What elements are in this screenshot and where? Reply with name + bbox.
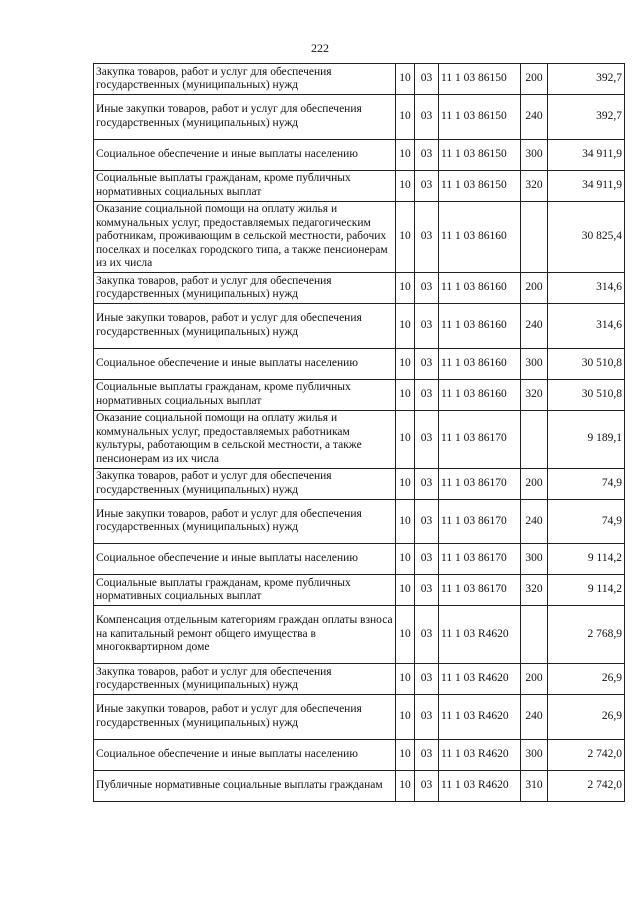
row-section-cell: 10	[396, 304, 415, 349]
row-target-article-cell: 11 1 03 86160	[439, 201, 521, 273]
row-amount-cell: 392,7	[548, 64, 625, 95]
row-expense-type-cell: 240	[521, 304, 548, 349]
row-expense-type-cell: 240	[521, 499, 548, 544]
row-subsection-cell: 03	[415, 544, 439, 575]
row-subsection-cell: 03	[415, 606, 439, 664]
row-expense-type-cell: 300	[521, 739, 548, 770]
row-subsection-cell: 03	[415, 575, 439, 606]
row-section-cell: 10	[396, 770, 415, 801]
row-expense-type-cell: 240	[521, 695, 548, 740]
row-subsection-cell: 03	[415, 170, 439, 201]
table-row	[94, 499, 625, 544]
table-row	[94, 170, 625, 201]
row-expense-type-cell: 320	[521, 170, 548, 201]
row-target-article-cell: 11 1 03 86150	[439, 139, 521, 170]
table-row	[94, 201, 625, 273]
row-name-cell: Иные закупки товаров, работ и услуг для обеспечения государственных (муниципальных) нужд	[94, 695, 396, 740]
table-row	[94, 379, 625, 410]
row-section-cell: 10	[396, 499, 415, 544]
row-expense-type-cell: 200	[521, 664, 548, 695]
row-target-article-cell: 11 1 03 86170	[439, 468, 521, 499]
row-expense-type-cell: 200	[521, 273, 548, 304]
row-name-cell: Иные закупки товаров, работ и услуг для обеспечения государственных (муниципальных) нужд	[94, 95, 396, 140]
table-row	[94, 64, 625, 95]
row-subsection-cell: 03	[415, 468, 439, 499]
row-subsection-cell: 03	[415, 348, 439, 379]
row-subsection-cell: 03	[415, 273, 439, 304]
row-name-cell: Социальное обеспечение и иные выплаты населению	[94, 139, 396, 170]
row-amount-cell: 74,9	[548, 468, 625, 499]
table-row	[94, 95, 625, 140]
table-row	[94, 304, 625, 349]
table-row	[94, 770, 625, 801]
row-section-cell: 10	[396, 739, 415, 770]
row-expense-type-cell: 200	[521, 64, 548, 95]
row-amount-cell: 34 911,9	[548, 170, 625, 201]
row-section-cell: 10	[396, 201, 415, 273]
table-row	[94, 695, 625, 740]
row-name-cell: Закупка товаров, работ и услуг для обеспечения государственных (муниципальных) нужд	[94, 664, 396, 695]
row-expense-type-cell	[521, 410, 548, 468]
row-target-article-cell: 11 1 03 86170	[439, 410, 521, 468]
row-expense-type-cell: 310	[521, 770, 548, 801]
table-row	[94, 664, 625, 695]
row-subsection-cell: 03	[415, 201, 439, 273]
row-amount-cell: 30 510,8	[548, 379, 625, 410]
row-amount-cell: 9 114,2	[548, 544, 625, 575]
row-target-article-cell: 11 1 03 86170	[439, 499, 521, 544]
table-row	[94, 273, 625, 304]
row-section-cell: 10	[396, 348, 415, 379]
row-name-cell: Компенсация отдельным категориям граждан оплаты взноса на капитальный ремонт общего имущества в многоквартирном доме	[94, 606, 396, 664]
row-subsection-cell: 03	[415, 770, 439, 801]
row-target-article-cell: 11 1 03 86160	[439, 348, 521, 379]
row-name-cell: Социальное обеспечение и иные выплаты населению	[94, 348, 396, 379]
row-name-cell: Оказание социальной помощи на оплату жилья и коммунальных услуг, предоставляемых работникам культуры, работающим в сельской местности, а также пенсионерам из их числа	[94, 410, 396, 468]
table-row	[94, 410, 625, 468]
row-amount-cell: 2 768,9	[548, 606, 625, 664]
row-amount-cell: 2 742,0	[548, 739, 625, 770]
row-expense-type-cell: 300	[521, 139, 548, 170]
row-name-cell: Иные закупки товаров, работ и услуг для обеспечения государственных (муниципальных) нужд	[94, 304, 396, 349]
row-expense-type-cell: 320	[521, 575, 548, 606]
row-expense-type-cell	[521, 606, 548, 664]
row-name-cell: Оказание социальной помощи на оплату жилья и коммунальных услуг, предоставляемых педагогическим работникам, проживающим в сельской местности, рабочих поселках и поселках городского типа, а также пенсионерам из их числа	[94, 201, 396, 273]
row-subsection-cell: 03	[415, 499, 439, 544]
row-section-cell: 10	[396, 379, 415, 410]
row-target-article-cell: 11 1 03 86150	[439, 64, 521, 95]
row-expense-type-cell: 320	[521, 379, 548, 410]
row-expense-type-cell	[521, 201, 548, 273]
page-number: 222	[311, 41, 329, 55]
row-amount-cell: 34 911,9	[548, 139, 625, 170]
row-subsection-cell: 03	[415, 64, 439, 95]
row-subsection-cell: 03	[415, 739, 439, 770]
row-name-cell: Социальное обеспечение и иные выплаты населению	[94, 739, 396, 770]
row-subsection-cell: 03	[415, 304, 439, 349]
row-target-article-cell: 11 1 03 R4620	[439, 695, 521, 740]
budget-table	[93, 63, 625, 802]
table-row	[94, 575, 625, 606]
row-section-cell: 10	[396, 575, 415, 606]
row-name-cell: Социальное обеспечение и иные выплаты населению	[94, 544, 396, 575]
row-target-article-cell: 11 1 03 86170	[439, 544, 521, 575]
row-amount-cell: 30 510,8	[548, 348, 625, 379]
row-expense-type-cell: 200	[521, 468, 548, 499]
row-subsection-cell: 03	[415, 664, 439, 695]
row-amount-cell: 26,9	[548, 695, 625, 740]
table-row	[94, 544, 625, 575]
row-amount-cell: 26,9	[548, 664, 625, 695]
row-section-cell: 10	[396, 64, 415, 95]
row-target-article-cell: 11 1 03 R4620	[439, 739, 521, 770]
row-subsection-cell: 03	[415, 139, 439, 170]
row-expense-type-cell: 300	[521, 348, 548, 379]
row-target-article-cell: 11 1 03 86150	[439, 170, 521, 201]
row-amount-cell: 9 189,1	[548, 410, 625, 468]
row-subsection-cell: 03	[415, 410, 439, 468]
row-section-cell: 10	[396, 606, 415, 664]
row-name-cell: Закупка товаров, работ и услуг для обеспечения государственных (муниципальных) нужд	[94, 468, 396, 499]
row-name-cell: Публичные нормативные социальные выплаты гражданам	[94, 770, 396, 801]
row-section-cell: 10	[396, 410, 415, 468]
row-section-cell: 10	[396, 544, 415, 575]
row-section-cell: 10	[396, 170, 415, 201]
row-target-article-cell: 11 1 03 R4620	[439, 664, 521, 695]
row-amount-cell: 314,6	[548, 304, 625, 349]
table-row	[94, 348, 625, 379]
row-target-article-cell: 11 1 03 86160	[439, 379, 521, 410]
table-row	[94, 139, 625, 170]
row-name-cell: Социальные выплаты гражданам, кроме публичных нормативных социальных выплат	[94, 170, 396, 201]
table-row	[94, 468, 625, 499]
row-name-cell: Закупка товаров, работ и услуг для обеспечения государственных (муниципальных) нужд	[94, 64, 396, 95]
row-amount-cell: 74,9	[548, 499, 625, 544]
row-subsection-cell: 03	[415, 379, 439, 410]
row-name-cell: Закупка товаров, работ и услуг для обеспечения государственных (муниципальных) нужд	[94, 273, 396, 304]
row-target-article-cell: 11 1 03 R4620	[439, 770, 521, 801]
table-row	[94, 606, 625, 664]
row-section-cell: 10	[396, 468, 415, 499]
row-name-cell: Иные закупки товаров, работ и услуг для обеспечения государственных (муниципальных) нужд	[94, 499, 396, 544]
row-target-article-cell: 11 1 03 86160	[439, 304, 521, 349]
row-amount-cell: 392,7	[548, 95, 625, 140]
row-amount-cell: 314,6	[548, 273, 625, 304]
row-expense-type-cell: 300	[521, 544, 548, 575]
row-target-article-cell: 11 1 03 86150	[439, 95, 521, 140]
row-section-cell: 10	[396, 695, 415, 740]
row-expense-type-cell: 240	[521, 95, 548, 140]
row-section-cell: 10	[396, 95, 415, 140]
row-target-article-cell: 11 1 03 86160	[439, 273, 521, 304]
row-amount-cell: 2 742,0	[548, 770, 625, 801]
row-section-cell: 10	[396, 664, 415, 695]
row-target-article-cell: 11 1 03 R4620	[439, 606, 521, 664]
row-name-cell: Социальные выплаты гражданам, кроме публичных нормативных социальных выплат	[94, 575, 396, 606]
row-section-cell: 10	[396, 273, 415, 304]
budget-table-body	[94, 64, 625, 802]
table-row	[94, 739, 625, 770]
row-target-article-cell: 11 1 03 86170	[439, 575, 521, 606]
row-amount-cell: 9 114,2	[548, 575, 625, 606]
row-subsection-cell: 03	[415, 95, 439, 140]
row-name-cell: Социальные выплаты гражданам, кроме публичных нормативных социальных выплат	[94, 379, 396, 410]
row-amount-cell: 30 825,4	[548, 201, 625, 273]
row-section-cell: 10	[396, 139, 415, 170]
row-subsection-cell: 03	[415, 695, 439, 740]
